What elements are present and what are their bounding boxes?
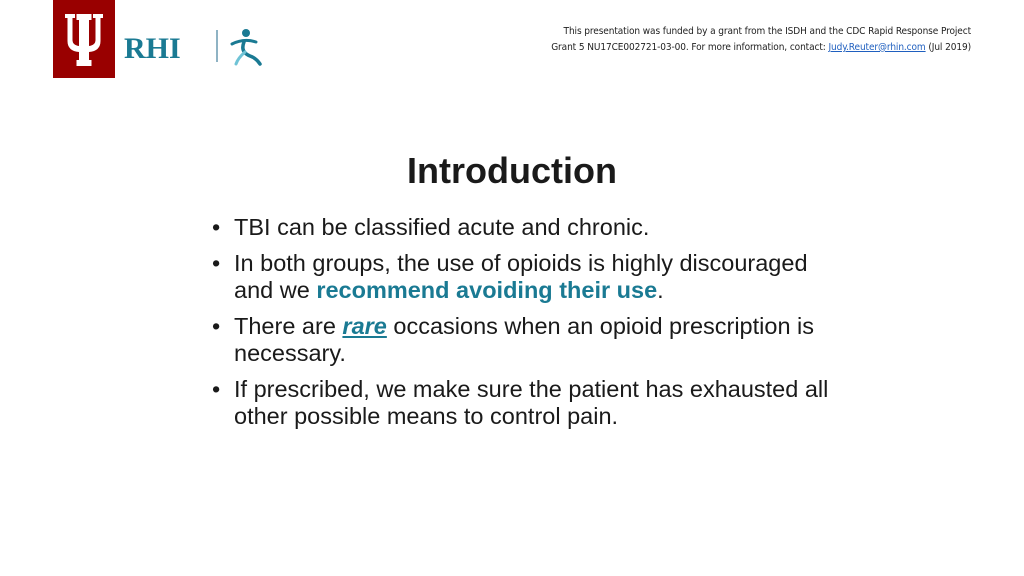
bullet-text: TBI can be classified acute and chronic. bbox=[234, 214, 650, 240]
bullet-text: If prescribed, we make sure the patient has exhausted all other possible means to control pain. bbox=[234, 375, 829, 429]
bullet-marker: • bbox=[212, 375, 221, 402]
bullet-marker: • bbox=[212, 312, 221, 339]
rhi-logo bbox=[124, 26, 274, 68]
bullet-text: In both groups, the use of opioids is highly discouraged and we bbox=[234, 249, 808, 303]
bullet-text-end: occasions when an opioid prescription is necessary. bbox=[234, 312, 815, 366]
rhi-logo-text: RHI bbox=[124, 32, 181, 65]
bullet-marker: • bbox=[212, 249, 221, 276]
funding-notice bbox=[411, 24, 971, 56]
contact-email-link[interactable]: Judy.Reuter@rhin.com bbox=[828, 42, 926, 53]
iu-trident-logo bbox=[53, 0, 115, 78]
bullet-item bbox=[210, 313, 830, 368]
funding-line-2-suffix: (Jul 2019) bbox=[925, 42, 971, 53]
funding-line-2-prefix: Grant 5 NU17CE002721-03-00. For more information, contact: bbox=[551, 42, 829, 53]
funding-line-1: This presentation was funded by a grant from the ISDH and the CDC Rapid Response Project bbox=[563, 26, 971, 37]
bullet-highlight-rare: rare bbox=[342, 312, 387, 339]
bullet-text: There are bbox=[234, 312, 343, 339]
funding-line-2 bbox=[411, 40, 971, 56]
bullet-text-end: . bbox=[657, 277, 664, 303]
bullet-marker: • bbox=[212, 214, 221, 240]
bullet-item bbox=[210, 376, 830, 431]
bullet-list bbox=[210, 214, 830, 439]
bullet-item bbox=[210, 250, 830, 305]
slide-title: Introduction bbox=[407, 150, 617, 191]
bullet-item bbox=[210, 214, 830, 242]
bullet-highlight: recommend avoiding their use bbox=[316, 277, 658, 303]
